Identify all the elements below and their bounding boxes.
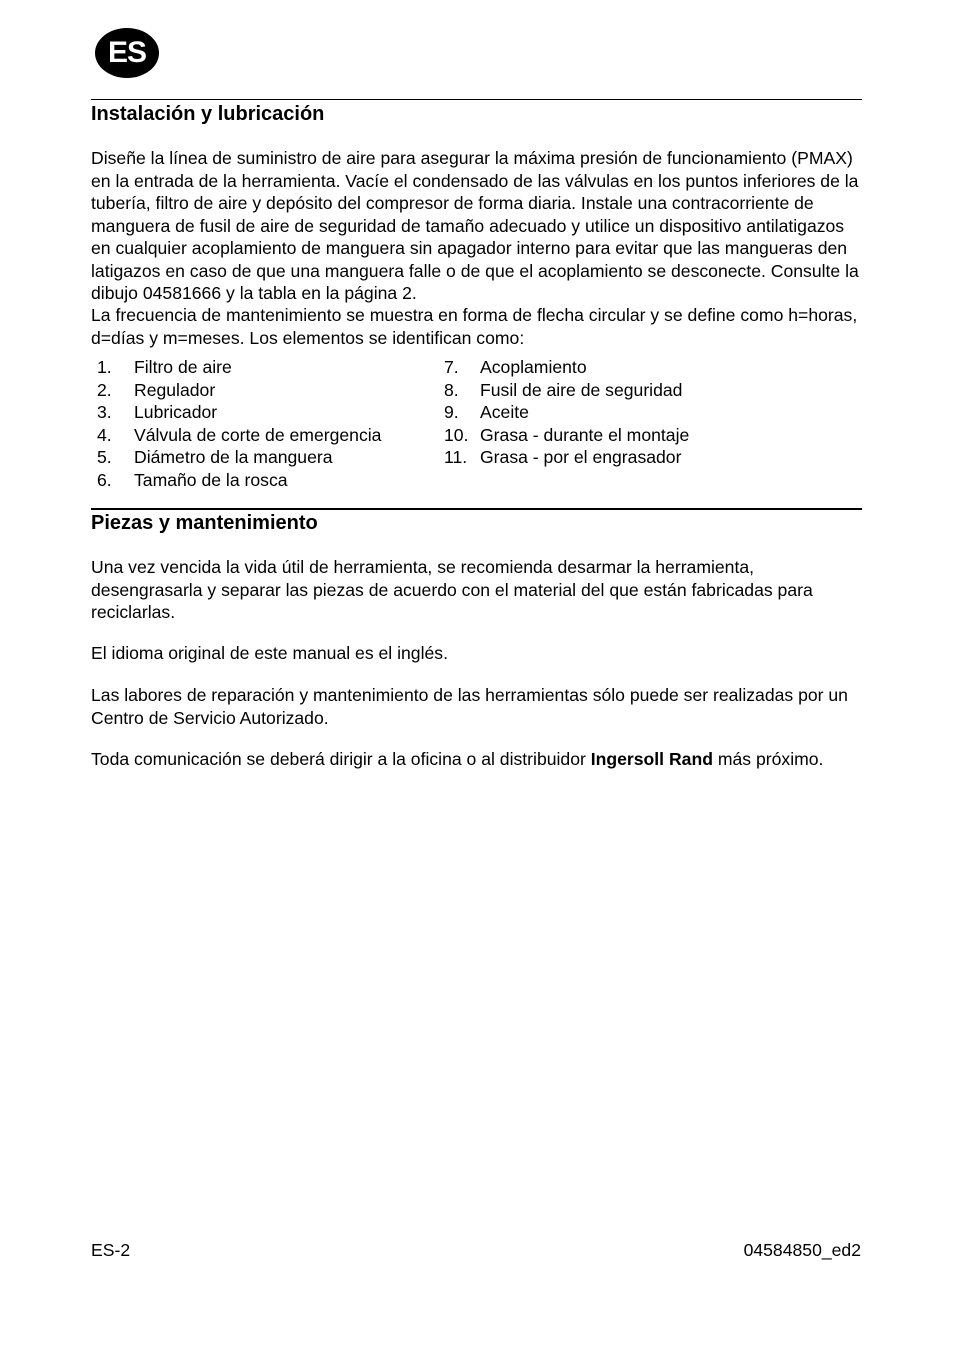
list-item: 9. Aceite (444, 402, 529, 422)
legend-list-left (97, 356, 381, 491)
list-item: 4. Válvula de corte de emergencia (97, 424, 382, 445)
section-title-installation: Instalación y lubricación (91, 103, 325, 125)
list-item: 6. Tamaño de la rosca (97, 469, 288, 490)
section-title-parts-maintenance: Piezas y mantenimiento (91, 512, 318, 534)
list-item: 5. Diámetro de la manguera (97, 447, 333, 467)
document-code: 04584850_ed2 (743, 1240, 861, 1260)
list-item: 11. Grasa - por el engrasador (444, 447, 682, 467)
list-item: 8. Fusil de aire de seguridad (444, 379, 683, 400)
installation-paragraph: Diseñe la línea de suministro de aire para asegurar la máxima presión de funcionamiento (PMAX) en la entrada de la herramienta. Vacíe el condensado de las válvulas en los puntos inferiores de la tubería, filtro de aire y depósito del compresor de forma diaria. Instale una contracorriente de manguera de fusil de aire de seguridad de tamaño adecuado y utilice un dispositivo antilatigazos en cualquier acoplamiento de manguera sin apagador interno para evitar que las mangueras den latigazos en caso de que una manguera falle o de que el acoplamiento se desconecte. Consulte la dibujo 04581666 y la tabla en la página 2. (91, 148, 859, 303)
list-item: 7. Acoplamiento (444, 357, 587, 377)
contact-paragraph: Toda comunicación se deberá dirigir a la oficina o al distribuidor Ingersoll Rand más próximo. (91, 749, 824, 769)
maintenance-frequency-paragraph: La frecuencia de mantenimiento se muestra en forma de flecha circular y se define como h=horas, d=días y m=meses. Los elementos se identifican como: (91, 305, 858, 348)
list-item: 10. Grasa - durante el montaje (444, 424, 690, 445)
brand-name: Ingersoll Rand (590, 749, 713, 769)
legend-list-right (444, 356, 689, 469)
list-item: 3. Lubricador (97, 402, 218, 422)
list-item: 1. Filtro de aire (97, 357, 232, 377)
language-badge: ES (95, 28, 159, 78)
recycling-paragraph: Una vez vencida la vida útil de herramienta, se recomienda desarmar la herramienta, desengrasarla y separar las piezas de acuerdo con el material del que están fabricadas para reciclarlas. (91, 557, 813, 622)
section-divider (91, 508, 862, 510)
list-item: 2. Regulador (97, 379, 216, 400)
repair-paragraph: Las labores de reparación y mantenimiento de las herramientas sólo puede ser realizadas por un Centro de Servicio Autorizado. (91, 685, 848, 728)
section-divider (91, 99, 862, 100)
original-language-paragraph: El idioma original de este manual es el inglés. (91, 643, 448, 663)
page-number: ES-2 (91, 1240, 131, 1260)
